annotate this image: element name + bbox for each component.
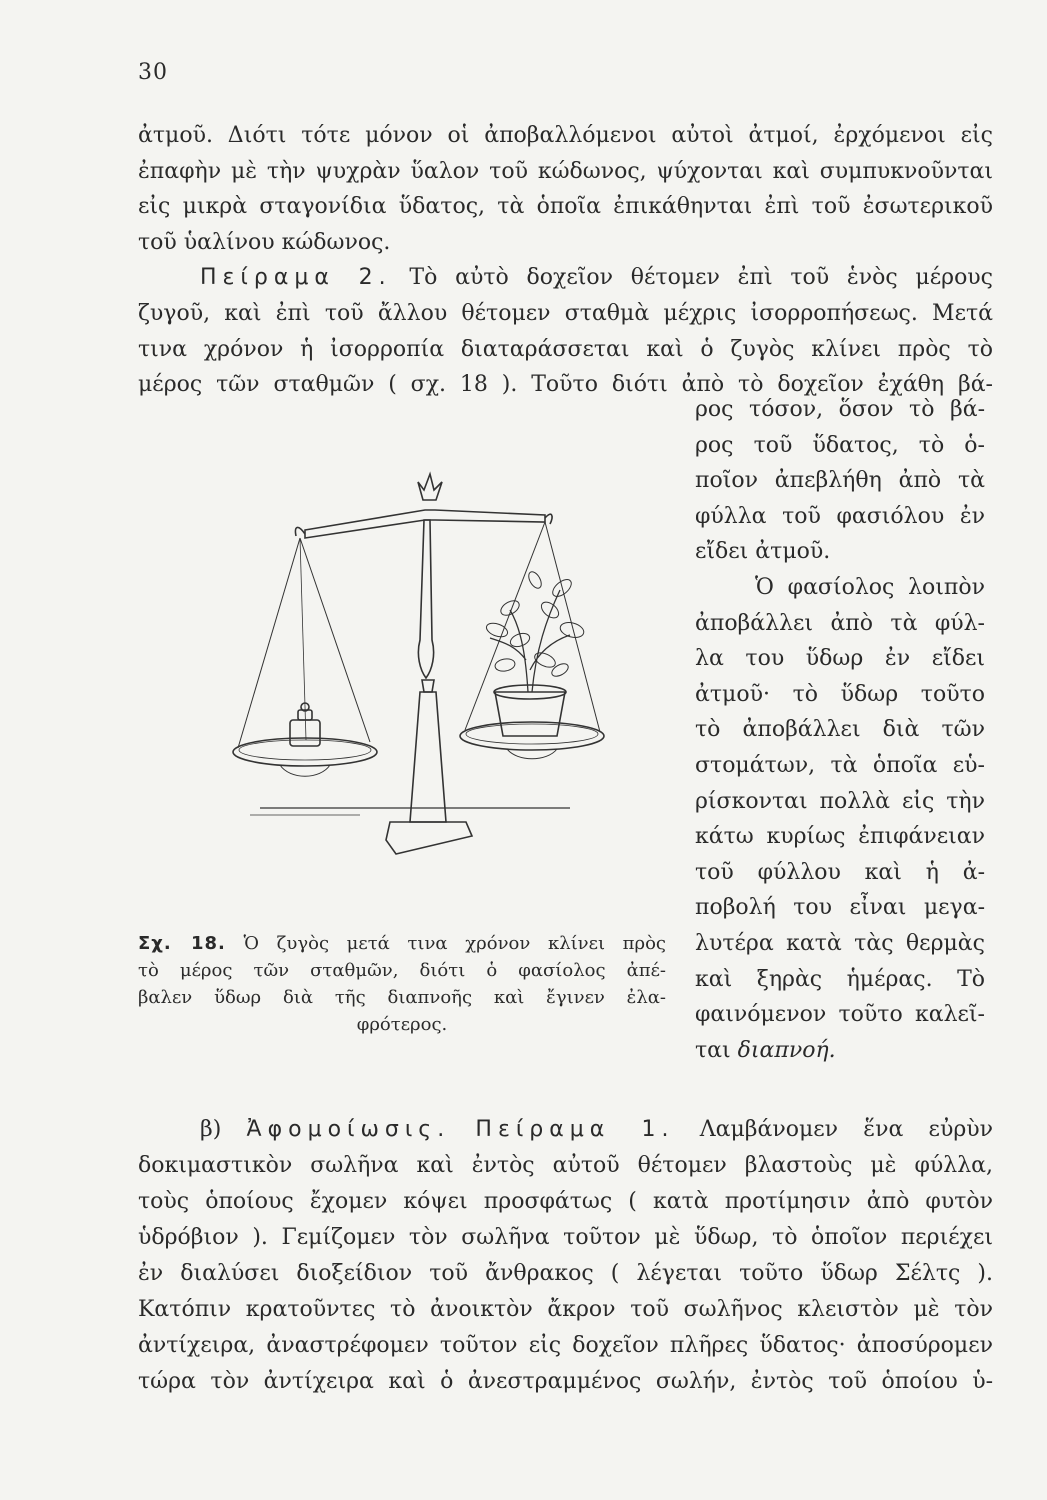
scale-foot	[386, 822, 472, 854]
section-prefix: β)	[200, 1117, 222, 1142]
right-pan-string	[545, 522, 600, 732]
left-pan	[233, 738, 377, 766]
text-line: ἀτμοῦ. Διότι τότε μόνον οἱ ἀποβαλλόμενοι αὐτοὶ ἀτμοί, ἐρχόμενοι εἰς	[138, 123, 993, 148]
text-line: καὶ ξηρὰς ἡμέρας. Τὸ	[695, 966, 985, 992]
text-line: ἀποβάλλει ἀπὸ τὰ φύλ-	[695, 610, 985, 636]
page-number: 30	[138, 60, 168, 85]
caption-line: φρότερος.	[356, 1014, 448, 1035]
caption-line: τὸ μέρος τῶν σταθμῶν, διότι ὁ φασίολος ἀπέ-	[138, 960, 666, 981]
text-line	[695, 1033, 985, 1069]
balance-scale-illustration	[210, 470, 650, 870]
scale-pillar-base	[410, 692, 446, 822]
left-pan-string	[238, 538, 300, 748]
experiment-1-label: Πείραμα 1.	[475, 1117, 675, 1142]
section-b-text-block	[138, 1112, 993, 1400]
text-fragment: ται	[695, 1037, 738, 1063]
scale-beam	[305, 510, 545, 538]
text-line: ρος τοῦ ὕδατος, τὸ ὁ-	[695, 432, 985, 458]
term-diapnoi: διαπνοή.	[737, 1037, 836, 1063]
text-line: δοκιμαστικὸν σωλῆνα καὶ ἐντὸς αὐτοῦ θέτομεν βλαστοὺς μὲ φύλλα,	[138, 1153, 993, 1178]
experiment-2-first-line	[138, 260, 993, 296]
text-line: ὑδρόβιον ). Γεμίζομεν τὸν σωλῆνα τοῦτον μὲ ὕδωρ, τὸ ὁποῖον περιέχει	[138, 1225, 993, 1250]
text-line: εἰς μικρὰ σταγονίδια ὕδατος, τὰ ὁποῖα ἐπικάθηνται ἐπὶ τοῦ ἐσωτερικοῦ	[138, 194, 993, 220]
text-line: ἐπαφὴν μὲ τὴν ψυχρὰν ὕαλον τοῦ κώδωνος, ψύχονται καὶ συμπυκνοῦνται	[138, 158, 993, 184]
right-hook	[545, 514, 552, 524]
text-line: φύλλα τοῦ φασιόλου ἐν	[695, 503, 985, 529]
text-line: στομάτων, τὰ ὁποῖα εὑ-	[695, 752, 985, 778]
text-line: τινα χρόνον ἡ ἰσορροπία διαταράσσεται καὶ ὁ ζυγὸς κλίνει πρὸς τὸ	[138, 336, 993, 362]
text-line: φαινόμενον τοῦτο καλεῖ-	[695, 1002, 985, 1028]
weight	[290, 720, 320, 746]
experiment-2-text: Τὸ αὐτὸ δοχεῖον θέτομεν ἐπὶ τοῦ ἑνὸς μέρους	[409, 265, 994, 291]
text-line: τώρα τὸν ἀντίχειρα καὶ ὁ ἀνεστραμμένος σωλήν, ἐντὸς τοῦ ὁποίου ὑ-	[138, 1369, 993, 1394]
text-line: Κατόπιν κρατοῦντες τὸ ἀνοικτὸν ἄκρον τοῦ σωλῆνος κλειστὸν μὲ τὸν	[138, 1297, 993, 1322]
text-line: ἀντίχειρα, ἀναστρέφομεν τοῦτον εἰς δοχεῖον πλῆρες ὕδατος· ἀποσύρομεν	[138, 1333, 993, 1358]
scale-finial	[418, 474, 442, 500]
left-pan-string	[300, 538, 370, 742]
text-line: τοὺς ὁποίους ἔχομεν κόψει προσφάτως ( κατὰ προτίμησιν ἀπὸ φυτὸν	[138, 1189, 993, 1214]
caption-line	[138, 930, 666, 957]
text-line: ποῖον ἀπεβλήθη ἀπὸ τὰ	[695, 468, 985, 494]
top-text-block	[138, 118, 993, 403]
section-b-text: Λαμβάνομεν ἕνα εὐρὺν	[699, 1117, 993, 1142]
scale-pillar-top	[418, 520, 433, 678]
figure-label: Σχ. 18.	[138, 933, 226, 954]
text-line: λα του ὕδωρ ἐν εἴδει	[695, 646, 985, 672]
text-line: τοῦ ὑαλίνου κώδωνος.	[138, 229, 391, 255]
text-line: λυτέρα κατὰ τὰς θερμὰς	[695, 930, 985, 956]
text-line: ζυγοῦ, καὶ ἐπὶ τοῦ ἄλλου θέτομεν σταθμὰ μέχρις ἰσορροπήσεως. Μετά	[138, 300, 993, 326]
section-heading: Ἀφομοίωσις.	[246, 1117, 451, 1142]
text-line: ποβολή του εἶναι μεγα-	[695, 895, 985, 921]
right-text-column	[695, 392, 985, 1068]
text-line: τοῦ φύλλου καὶ ἡ ἀ-	[695, 859, 985, 885]
caption-text: Ὁ ζυγὸς μετά τινα χρόνον κλίνει πρὸς	[243, 933, 666, 954]
text-line: ἀτμοῦ· τὸ ὕδωρ τοῦτο	[695, 681, 985, 707]
text-line: τὸ ἀποβάλλει διὰ τῶν	[695, 717, 985, 743]
caption-line: βαλεν ὕδωρ διὰ τῆς διαπνοῆς καὶ ἔγινεν ἐλα-	[138, 987, 666, 1008]
text-line: κάτω κυρίως ἐπιφάνειαν	[695, 824, 985, 850]
scale-pillar-neck	[422, 680, 434, 692]
text-line: ρος τόσον, ὅσον τὸ βά-	[695, 397, 985, 422]
experiment-2-label: Πείραμα 2.	[200, 265, 392, 291]
text-line: Ὁ φασίολος λοιπὸν	[755, 574, 985, 600]
figure-caption	[138, 930, 666, 1038]
plant-stem	[490, 590, 570, 692]
text-line: ρίσκονται πολλὰ εἰς τὴν	[695, 788, 985, 814]
text-line: ἐν διαλύσει διοξείδιον τοῦ ἄνθρακος ( λέγεται τοῦτο ὕδωρ Σέλτς ).	[138, 1261, 993, 1286]
section-b-first-line	[138, 1112, 993, 1148]
text-line: εἴδει ἀτμοῦ.	[695, 539, 831, 565]
text-line: μέρος τῶν σταθμῶν ( σχ. 18 ). Τοῦτο διότι ἀπὸ τὸ δοχεῖον ἐχάθη βά-	[138, 372, 993, 398]
left-hook	[295, 527, 305, 536]
